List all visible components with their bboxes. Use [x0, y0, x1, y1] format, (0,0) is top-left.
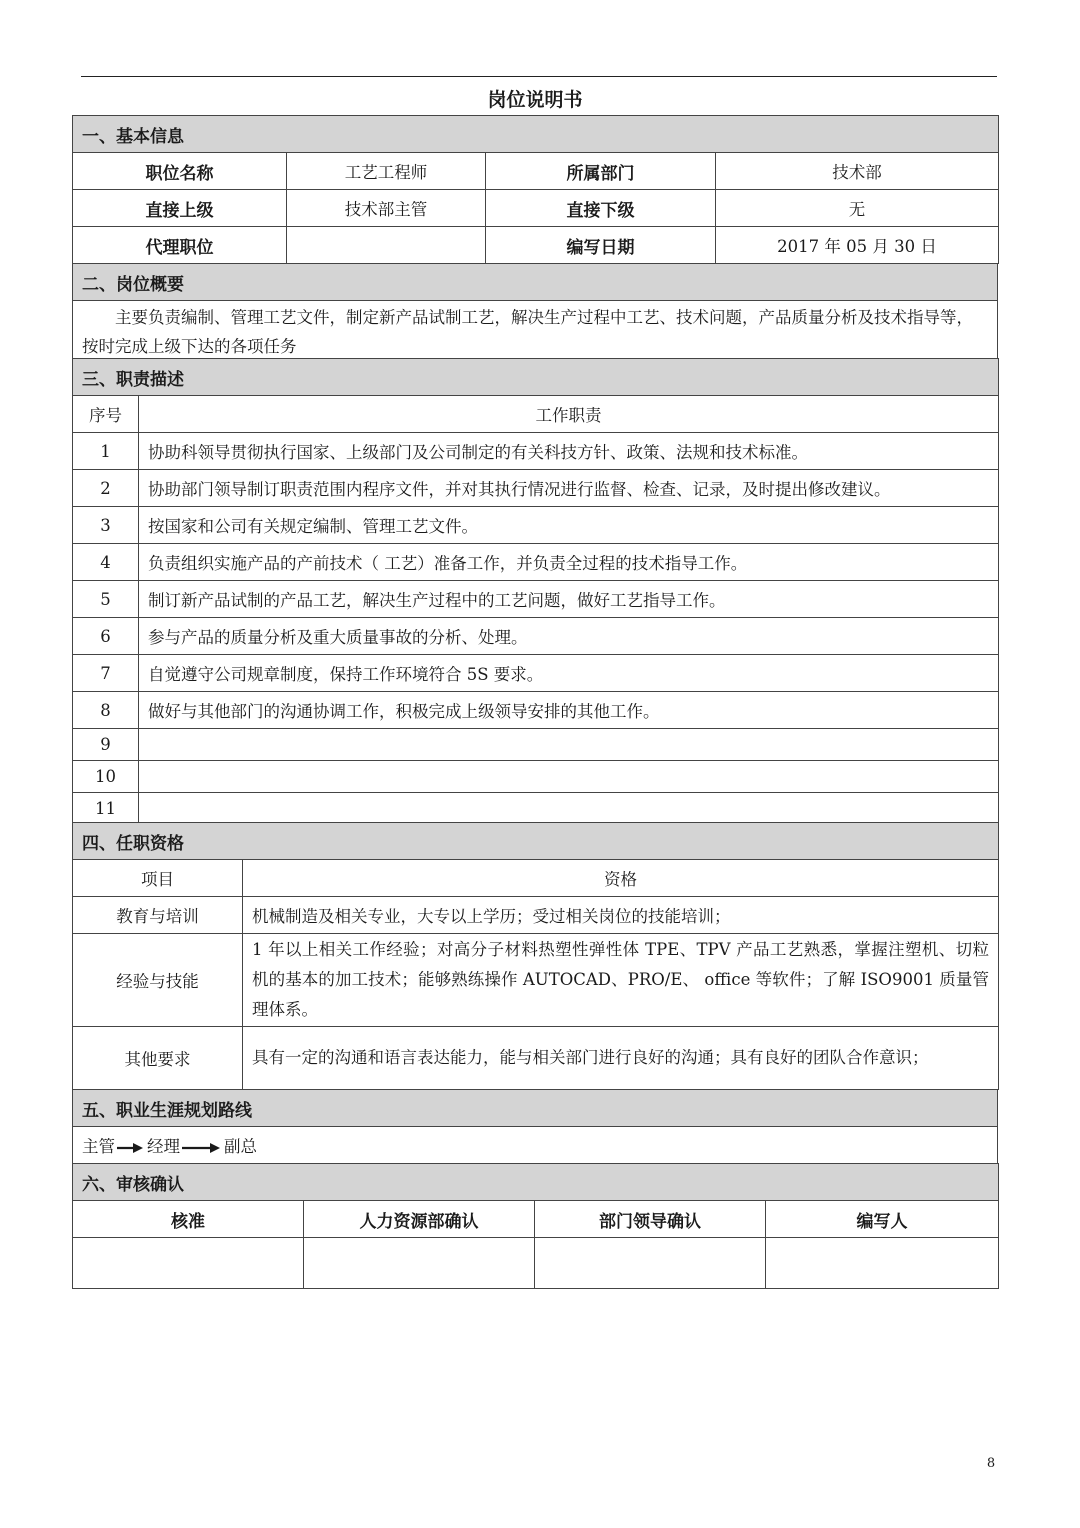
duty-row [73, 692, 999, 729]
duty-text: 协助科领导贯彻执行国家、上级部门及公司制定的有关科技方针、政策、法规和技术标准。 [139, 433, 999, 470]
qualification-row [73, 1027, 999, 1090]
qualification-item: 经验与技能 [73, 934, 243, 1027]
value-department: 技术部 [716, 153, 999, 190]
section-heading-approval: 六、审核确认 [73, 1164, 999, 1201]
section-heading-basic: 一、基本信息 [73, 116, 999, 153]
basic-info-row [73, 190, 999, 227]
duty-no: 10 [73, 761, 139, 793]
signature-field-hr[interactable] [304, 1238, 535, 1289]
approval-column-author: 编写人 [766, 1201, 999, 1238]
career-table [72, 1089, 998, 1164]
basic-info-row [73, 153, 999, 190]
label-position-name: 职位名称 [73, 153, 287, 190]
duty-row [73, 581, 999, 618]
duty-text [139, 729, 999, 761]
duty-no: 4 [73, 544, 139, 581]
duty-row [73, 470, 999, 507]
duty-text: 按国家和公司有关规定编制、管理工艺文件。 [139, 507, 999, 544]
label-write-date: 编写日期 [486, 227, 716, 264]
qualification-item: 教育与培训 [73, 897, 243, 934]
duty-text: 协助部门领导制订职责范围内程序文件，并对其执行情况进行监督、检查、记录，及时提出修改建议。 [139, 470, 999, 507]
signature-field-author[interactable] [766, 1238, 999, 1289]
approval-table [72, 1163, 999, 1289]
column-header-no: 序号 [73, 396, 139, 433]
duty-no: 1 [73, 433, 139, 470]
signature-field-dept-leader[interactable] [535, 1238, 766, 1289]
basic-info-row [73, 227, 999, 264]
duty-row [73, 618, 999, 655]
section-heading-qualifications: 四、任职资格 [73, 823, 999, 860]
summary-table [72, 263, 998, 364]
duty-row [73, 761, 999, 793]
career-step: 主管 [82, 1137, 115, 1156]
column-header-qualification: 资格 [243, 860, 999, 897]
signature-field-approve[interactable] [73, 1238, 304, 1289]
duty-text: 参与产品的质量分析及重大质量事故的分析、处理。 [139, 618, 999, 655]
duty-row [73, 655, 999, 692]
arrow-right-icon [117, 1141, 145, 1155]
value-deputy-position [287, 227, 486, 264]
duty-text: 负责组织实施产品的产前技术（ 工艺）准备工作，并负责全过程的技术指导工作。 [139, 544, 999, 581]
duty-text [139, 793, 999, 825]
duty-no: 8 [73, 692, 139, 729]
document-title: 岗位说明书 [487, 89, 583, 111]
section-heading-career: 五、职业生涯规划路线 [73, 1090, 998, 1127]
arrow-right-icon [182, 1141, 222, 1155]
column-header-duty: 工作职责 [139, 396, 999, 433]
label-direct-subordinate: 直接下级 [486, 190, 716, 227]
duty-no: 6 [73, 618, 139, 655]
duty-row [73, 729, 999, 761]
career-step: 副总 [224, 1137, 257, 1156]
duty-text [139, 761, 999, 793]
duty-text: 制订新产品试制的产品工艺，解决生产过程中的工艺问题，做好工艺指导工作。 [139, 581, 999, 618]
basic-info-table [72, 115, 999, 264]
label-direct-superior: 直接上级 [73, 190, 287, 227]
qualification-text: 具有一定的沟通和语言表达能力，能与相关部门进行良好的沟通；具有良好的团队合作意识； [243, 1027, 999, 1090]
section-heading-duties: 三、职责描述 [73, 359, 999, 396]
approval-column-approve: 核准 [73, 1201, 304, 1238]
label-department: 所属部门 [486, 153, 716, 190]
qualification-row [73, 934, 999, 1027]
duty-no: 11 [73, 793, 139, 825]
duty-no: 7 [73, 655, 139, 692]
duty-no: 5 [73, 581, 139, 618]
column-header-item: 项目 [73, 860, 243, 897]
career-path [73, 1127, 998, 1164]
duty-row [73, 433, 999, 470]
duty-no: 2 [73, 470, 139, 507]
duty-no: 3 [73, 507, 139, 544]
approval-column-hr: 人力资源部确认 [304, 1201, 535, 1238]
qualification-item: 其他要求 [73, 1027, 243, 1090]
label-deputy-position: 代理职位 [73, 227, 287, 264]
duty-no: 9 [73, 729, 139, 761]
qualification-text: 机械制造及相关专业，大专以上学历；受过相关岗位的技能培训； [243, 897, 999, 934]
duty-row [73, 793, 999, 825]
qualifications-table [72, 822, 999, 1090]
duty-text: 做好与其他部门的沟通协调工作，积极完成上级领导安排的其他工作。 [139, 692, 999, 729]
value-direct-subordinate: 无 [716, 190, 999, 227]
career-step: 经理 [147, 1137, 180, 1156]
qualification-text: 1 年以上相关工作经验；对高分子材料热塑性弹性体 TPE、TPV 产品工艺熟悉，掌握注塑机、切粒机的基本的加工技术；能够熟练操作 AUTOCAD、PRO/E、 office 等软件；了解 ISO9001 质量管理体系。 [243, 934, 999, 1027]
duty-row [73, 507, 999, 544]
summary-text: 主要负责编制、管理工艺文件，制定新产品试制工艺，解决生产过程中工艺、技术问题，产品质量分析及技术指导等，按时完成上级下达的各项任务 [73, 301, 998, 364]
page-number: 8 [986, 1456, 996, 1471]
qualification-row [73, 897, 999, 934]
approval-column-dept-leader: 部门领导确认 [535, 1201, 766, 1238]
header-rule [81, 76, 997, 77]
duty-row [73, 544, 999, 581]
value-direct-superior: 技术部主管 [287, 190, 486, 227]
section-heading-summary: 二、岗位概要 [73, 264, 998, 301]
value-position-name: 工艺工程师 [287, 153, 486, 190]
duty-text: 自觉遵守公司规章制度，保持工作环境符合 5S 要求。 [139, 655, 999, 692]
value-write-date: 2017 年 05 月 30 日 [716, 227, 999, 264]
duties-table [72, 358, 999, 825]
